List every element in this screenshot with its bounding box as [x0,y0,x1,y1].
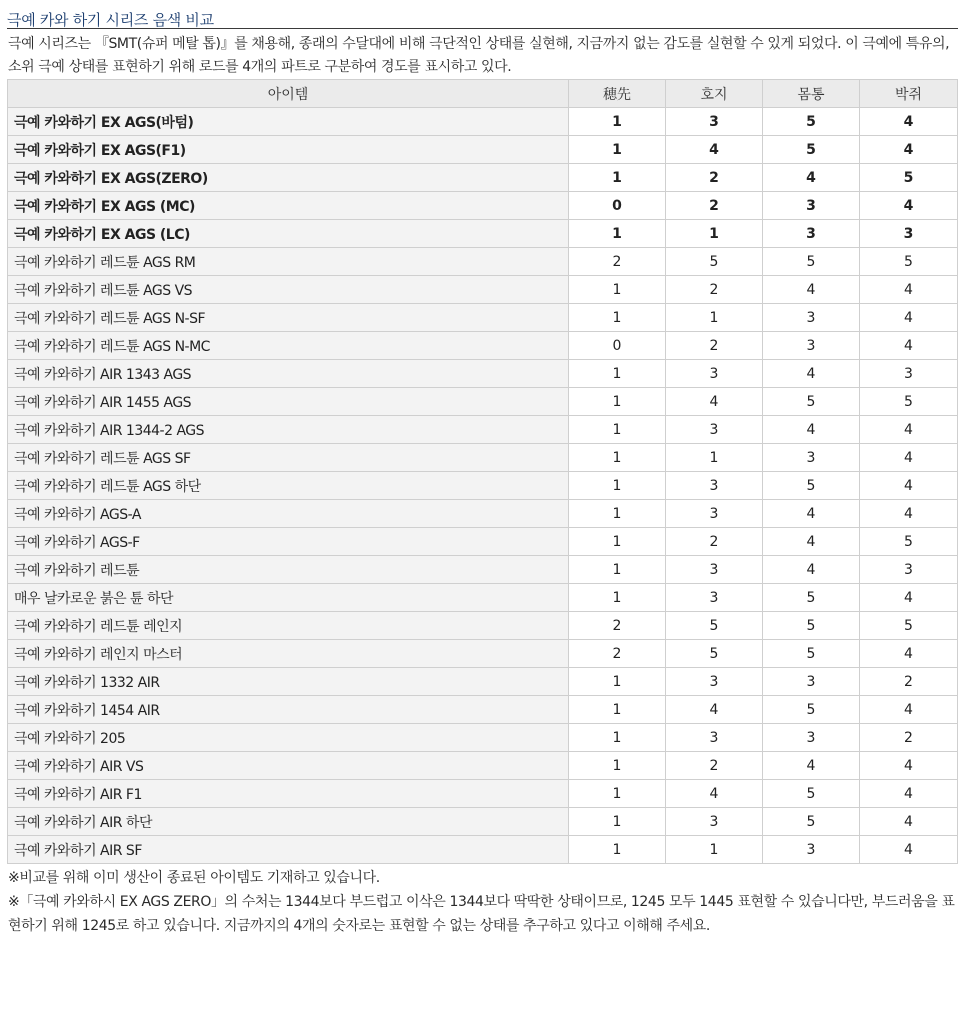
row-body-value: 4 [763,528,860,556]
page-title: 극예 카와 하기 시리즈 음색 비교 [7,11,214,29]
row-body-value: 3 [763,220,860,248]
row-tip-value: 1 [569,136,666,164]
row-butt-value: 4 [860,192,958,220]
row-body-value: 5 [763,388,860,416]
row-body-value: 4 [763,500,860,528]
row-tip-value: 1 [569,276,666,304]
row-butt-value: 4 [860,276,958,304]
row-tip-value: 1 [569,780,666,808]
row-butt-value: 2 [860,724,958,752]
row-butt-value: 4 [860,416,958,444]
table-row [8,808,958,836]
row-item-name: 극예 카와하기 레드튠 AGS VS [8,276,569,304]
row-hoji-value: 2 [666,332,763,360]
row-hoji-value: 2 [666,276,763,304]
row-tip-value: 1 [569,164,666,192]
row-body-value: 5 [763,248,860,276]
row-hoji-value: 4 [666,388,763,416]
row-butt-value: 4 [860,752,958,780]
row-tip-value: 1 [569,668,666,696]
row-tip-value: 2 [569,612,666,640]
table-row [8,416,958,444]
row-item-name: 극예 카와하기 레드튠 레인지 [8,612,569,640]
row-tip-value: 1 [569,808,666,836]
row-hoji-value: 3 [666,584,763,612]
row-body-value: 4 [763,276,860,304]
row-hoji-value: 3 [666,556,763,584]
row-hoji-value: 4 [666,780,763,808]
row-butt-value: 5 [860,528,958,556]
table-row [8,136,958,164]
row-tip-value: 1 [569,696,666,724]
row-item-name: 극예 카와하기 레드튠 AGS 하단 [8,472,569,500]
row-tip-value: 1 [569,416,666,444]
table-header-row [8,80,958,108]
header-tip: 穂先 [569,80,666,108]
row-body-value: 4 [763,556,860,584]
row-butt-value: 5 [860,612,958,640]
row-item-name: 극예 카와하기 AGS-A [8,500,569,528]
row-butt-value: 4 [860,780,958,808]
row-body-value: 5 [763,696,860,724]
row-tip-value: 1 [569,304,666,332]
table-row [8,472,958,500]
row-tip-value: 1 [569,500,666,528]
table-row [8,360,958,388]
note-1: ※비교를 위해 이미 생산이 종료된 아이템도 기재하고 있습니다. [8,870,380,886]
row-hoji-value: 1 [666,220,763,248]
row-hoji-value: 2 [666,164,763,192]
row-body-value: 5 [763,640,860,668]
row-item-name: 극예 카와하기 AIR 하단 [8,808,569,836]
row-item-name: 극예 카와하기 EX AGS(ZERO) [8,164,569,192]
row-butt-value: 5 [860,388,958,416]
row-hoji-value: 2 [666,752,763,780]
row-butt-value: 4 [860,136,958,164]
table-row [8,304,958,332]
table-row [8,528,958,556]
row-item-name: 극예 카와하기 1454 AIR [8,696,569,724]
row-hoji-value: 3 [666,724,763,752]
row-hoji-value: 3 [666,108,763,136]
table-row [8,780,958,808]
row-body-value: 3 [763,192,860,220]
row-butt-value: 4 [860,584,958,612]
intro-paragraph: 극예 시리즈는 『SMT(슈퍼 메탈 톱)』를 채용해, 종래의 수달대에 비해 극단적인 상태를 실현해, 지금까지 없는 감도를 실현할 수 있게 되었다. 이 극예에 특유의, 소위 극예 상태를 표현하기 위해 로드를 4개의 파트로 구분하여 경도를 표시하고 있다. [8,36,950,75]
row-hoji-value: 2 [666,528,763,556]
row-item-name: 극예 카와하기 레드튠 AGS SF [8,444,569,472]
header-hoji: 호지 [666,80,763,108]
row-item-name: 극예 카와하기 AIR 1344-2 AGS [8,416,569,444]
table-row [8,584,958,612]
row-butt-value: 4 [860,444,958,472]
table-row [8,724,958,752]
row-butt-value: 4 [860,808,958,836]
table-row [8,276,958,304]
row-tip-value: 0 [569,192,666,220]
row-butt-value: 3 [860,220,958,248]
row-body-value: 3 [763,444,860,472]
row-item-name: 극예 카와하기 1332 AIR [8,668,569,696]
row-item-name: 극예 카와하기 EX AGS(F1) [8,136,569,164]
row-body-value: 4 [763,752,860,780]
row-tip-value: 1 [569,724,666,752]
row-tip-value: 1 [569,388,666,416]
row-body-value: 3 [763,724,860,752]
row-item-name: 극예 카와하기 EX AGS(바텀) [8,108,569,136]
row-tip-value: 2 [569,640,666,668]
table-row [8,108,958,136]
row-tip-value: 1 [569,584,666,612]
table-row [8,556,958,584]
table-body [8,108,958,864]
row-hoji-value: 3 [666,472,763,500]
row-hoji-value: 3 [666,360,763,388]
table-row [8,612,958,640]
row-item-name: 극예 카와하기 레인지 마스터 [8,640,569,668]
row-body-value: 3 [763,668,860,696]
row-hoji-value: 3 [666,808,763,836]
row-item-name: 극예 카와하기 EX AGS (MC) [8,192,569,220]
row-item-name: 극예 카와하기 AIR 1343 AGS [8,360,569,388]
table-row [8,836,958,864]
row-tip-value: 1 [569,108,666,136]
table-row [8,500,958,528]
row-hoji-value: 2 [666,192,763,220]
row-tip-value: 1 [569,472,666,500]
row-hoji-value: 3 [666,416,763,444]
table-row [8,192,958,220]
row-tip-value: 1 [569,360,666,388]
row-butt-value: 4 [860,696,958,724]
header-body: 몸통 [763,80,860,108]
row-butt-value: 3 [860,360,958,388]
row-body-value: 5 [763,136,860,164]
row-butt-value: 5 [860,248,958,276]
row-butt-value: 4 [860,472,958,500]
row-hoji-value: 4 [666,696,763,724]
row-hoji-value: 3 [666,500,763,528]
row-item-name: 극예 카와하기 205 [8,724,569,752]
row-body-value: 4 [763,416,860,444]
row-tip-value: 1 [569,444,666,472]
row-body-value: 3 [763,836,860,864]
row-item-name: 극예 카와하기 레드튠 AGS N-SF [8,304,569,332]
header-item: 아이템 [8,80,569,108]
row-butt-value: 2 [860,668,958,696]
table-row [8,332,958,360]
row-tip-value: 1 [569,556,666,584]
row-tip-value: 1 [569,528,666,556]
row-tip-value: 0 [569,332,666,360]
row-body-value: 4 [763,164,860,192]
row-tip-value: 2 [569,248,666,276]
comparison-table [7,79,958,864]
row-item-name: 극예 카와하기 AIR SF [8,836,569,864]
row-hoji-value: 1 [666,304,763,332]
table-row [8,164,958,192]
row-item-name: 극예 카와하기 레드튠 AGS RM [8,248,569,276]
row-tip-value: 1 [569,836,666,864]
header-butt: 박쥐 [860,80,958,108]
row-tip-value: 1 [569,752,666,780]
row-body-value: 5 [763,472,860,500]
row-body-value: 5 [763,612,860,640]
row-body-value: 5 [763,584,860,612]
row-butt-value: 3 [860,556,958,584]
row-item-name: 극예 카와하기 AIR VS [8,752,569,780]
row-item-name: 극예 카와하기 레드튠 [8,556,569,584]
row-butt-value: 4 [860,108,958,136]
row-hoji-value: 3 [666,668,763,696]
row-item-name: 극예 카와하기 AIR F1 [8,780,569,808]
row-body-value: 5 [763,108,860,136]
row-hoji-value: 5 [666,248,763,276]
table-row [8,444,958,472]
table-row [8,220,958,248]
table-row [8,696,958,724]
row-tip-value: 1 [569,220,666,248]
table-row [8,640,958,668]
row-hoji-value: 5 [666,612,763,640]
row-body-value: 5 [763,780,860,808]
table-row [8,248,958,276]
table-row [8,752,958,780]
table-row [8,388,958,416]
row-item-name: 극예 카와하기 레드튠 AGS N-MC [8,332,569,360]
row-butt-value: 5 [860,164,958,192]
row-item-name: 극예 카와하기 EX AGS (LC) [8,220,569,248]
row-butt-value: 4 [860,332,958,360]
note-2: ※「극예 카와하시 EX AGS ZERO」의 수처는 1344보다 부드럽고 이삭은 1344보다 딱딱한 상태이므로, 1245 모두 1445 표현할 수 있습니다만, 부드러움을 표현하기 위해 1245로 하고 있습니다. 지금까지의 4개의 숫자로는 표현할 수 없는 상태를 추구하고 있다고 이해해 주세요. [8,894,955,934]
row-hoji-value: 1 [666,836,763,864]
row-item-name: 매우 날카로운 붉은 튠 하단 [8,584,569,612]
row-item-name: 극예 카와하기 AGS-F [8,528,569,556]
row-body-value: 4 [763,360,860,388]
row-hoji-value: 5 [666,640,763,668]
row-butt-value: 4 [860,836,958,864]
row-item-name: 극예 카와하기 AIR 1455 AGS [8,388,569,416]
row-body-value: 5 [763,808,860,836]
table-row [8,668,958,696]
row-butt-value: 4 [860,304,958,332]
row-body-value: 3 [763,332,860,360]
row-butt-value: 4 [860,640,958,668]
row-hoji-value: 1 [666,444,763,472]
row-butt-value: 4 [860,500,958,528]
row-body-value: 3 [763,304,860,332]
row-hoji-value: 4 [666,136,763,164]
